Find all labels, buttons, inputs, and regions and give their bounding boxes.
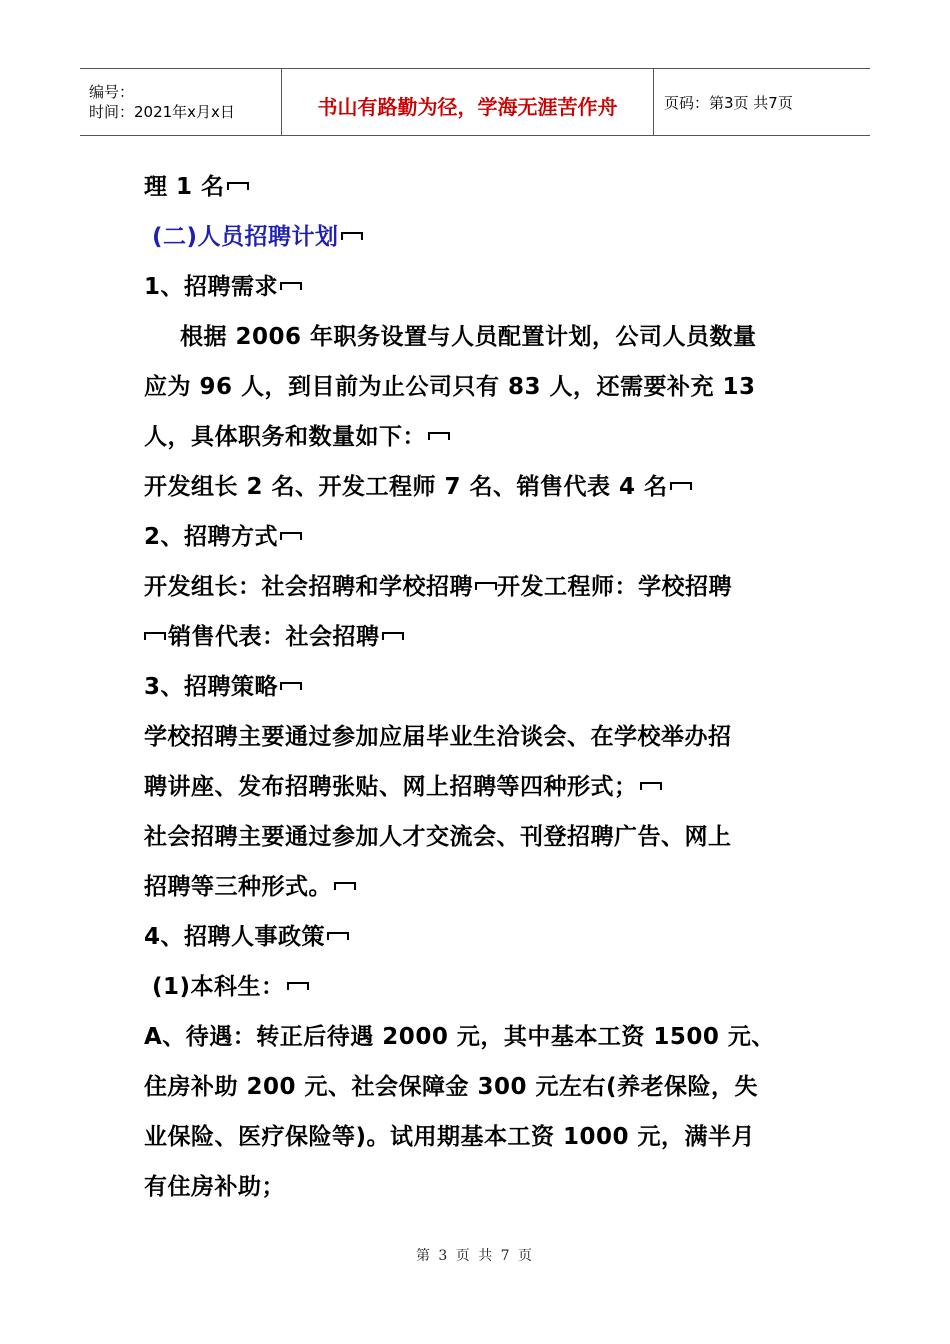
paragraph-mark-icon bbox=[287, 982, 309, 990]
paragraph-mark-icon bbox=[475, 582, 497, 590]
body-line: 应为 96 人，到目前为止公司只有 83 人，还需要补充 13 bbox=[144, 374, 756, 400]
paragraph-mark-icon bbox=[280, 682, 302, 690]
paragraph-mark-icon bbox=[280, 532, 302, 540]
paragraph-mark-icon bbox=[382, 632, 404, 640]
paragraph-mark-icon bbox=[670, 482, 692, 490]
paragraph-mark-icon bbox=[428, 432, 450, 440]
subsection-heading: 1、招聘需求 bbox=[144, 262, 844, 312]
body-line: A、待遇：转正后待遇 2000 元，其中基本工资 1500 元、 bbox=[144, 1024, 775, 1050]
body-line: 聘讲座、发布招聘张贴、网上招聘等四种形式； bbox=[144, 762, 844, 812]
body-line: 开发组长：社会招聘和学校招聘 开发工程师：学校招聘 bbox=[144, 574, 732, 600]
paragraph-mark-icon bbox=[280, 282, 302, 290]
body-line: 销售代表：社会招聘 bbox=[144, 612, 844, 662]
subsection-heading: 2、招聘方式 bbox=[144, 512, 844, 562]
serial-label: 编号： bbox=[89, 83, 135, 101]
header-page-cell bbox=[654, 69, 870, 135]
body-line: 有住房补助； bbox=[144, 1174, 285, 1200]
paragraph-mark-icon bbox=[144, 632, 166, 640]
body-line: 社会招聘主要通过参加人才交流会、刊登招聘广告、网上 bbox=[144, 824, 732, 850]
subsection-heading: 3、招聘策略 bbox=[144, 662, 844, 712]
body-line: 学校招聘主要通过参加应届毕业生洽谈会、在学校举办招 bbox=[144, 724, 732, 750]
body-line: 业保险、医疗保险等)。试用期基本工资 1000 元，满半月 bbox=[144, 1124, 756, 1150]
section-heading: (二)人员招聘计划 bbox=[144, 212, 844, 262]
page-footer: 第 3 页 共 7 页 bbox=[415, 1248, 535, 1264]
subsection-heading: 4、招聘人事政策 bbox=[144, 912, 844, 962]
subsection-heading: (1)本科生： bbox=[144, 962, 844, 1012]
body-line: 理 1 名 bbox=[144, 162, 844, 212]
paragraph-mark-icon bbox=[640, 782, 662, 790]
body-line: 开发组长 2 名、开发工程师 7 名、销售代表 4 名 bbox=[144, 462, 844, 512]
header-motto: 书山有路勤为径，学海无涯苦作舟 bbox=[317, 94, 618, 119]
body-line: 根据 2006 年职务设置与人员配置计划，公司人员数量 bbox=[180, 324, 757, 350]
body-line: 人，具体职务和数量如下： bbox=[144, 412, 844, 462]
header-meta bbox=[80, 69, 282, 135]
document-body bbox=[144, 162, 844, 1212]
paragraph-mark-icon bbox=[334, 882, 356, 890]
body-line: 住房补助 200 元、社会保障金 300 元左右(养老保险，失 bbox=[144, 1074, 759, 1100]
paragraph-mark-icon bbox=[327, 932, 349, 940]
date-label: 时间：2021年x月x日 bbox=[89, 103, 235, 121]
body-line: 招聘等三种形式。 bbox=[144, 862, 844, 912]
header-motto-cell bbox=[282, 69, 654, 135]
page-header bbox=[80, 68, 870, 136]
paragraph-mark-icon bbox=[227, 182, 249, 190]
page-indicator: 页码：第3页 共7页 bbox=[664, 93, 793, 112]
paragraph-mark-icon bbox=[341, 232, 363, 240]
